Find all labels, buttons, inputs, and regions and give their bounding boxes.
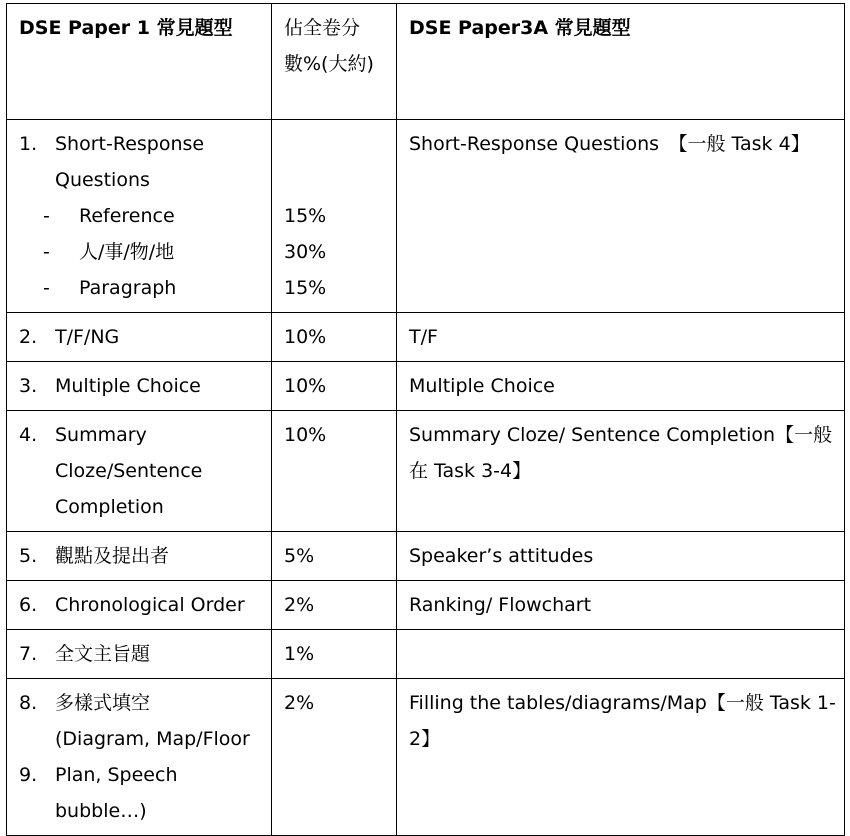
sub-item-label: Reference (79, 205, 175, 227)
sub-item-label: Paragraph (79, 277, 177, 299)
table-row (7, 362, 845, 411)
sub-dash: - (43, 277, 50, 299)
sub-dash: - (43, 241, 50, 263)
question-type-table (6, 3, 845, 836)
item-label-cont: bubble…) (55, 800, 147, 822)
table-row (7, 411, 845, 532)
paper1-cell (7, 630, 272, 679)
percent-value: 15% (284, 277, 327, 299)
paper3-cell: Filling the tables/diagrams/Map【一般 Task 1-2】 (397, 679, 845, 836)
paper3-cell: Ranking/ Flowchart (397, 581, 845, 630)
percent-value: 10% (272, 362, 397, 411)
table-row (7, 532, 845, 581)
paper1-cell (7, 411, 272, 532)
item-label: 全文主旨題 (55, 643, 151, 665)
item-number: 6. (19, 594, 38, 616)
header-score-percent: 佔全卷分數%(大約) (272, 4, 397, 120)
item-label-cont: Questions (55, 169, 150, 191)
item-label: 觀點及提出者 (55, 545, 170, 567)
item-number: 2. (19, 326, 38, 348)
table-row (7, 679, 845, 836)
percent-value: 10% (272, 313, 397, 362)
item-number: 7. (19, 643, 38, 665)
paper1-cell (7, 532, 272, 581)
item-label: 多樣式填空 (55, 692, 151, 714)
item-number: 1. (19, 133, 38, 155)
header-row (7, 4, 845, 120)
item-number: 8. (19, 692, 38, 714)
item-label: Chronological Order (55, 594, 245, 616)
table-row (7, 630, 845, 679)
item-number: 9. (19, 764, 38, 786)
item-label: T/F/NG (55, 326, 120, 348)
item-number: 5. (19, 545, 38, 567)
paper1-cell (7, 362, 272, 411)
paper3-cell: Speaker’s attitudes (397, 532, 845, 581)
percent-value: 2% (272, 581, 397, 630)
percent-cell (272, 120, 397, 313)
paper1-cell (7, 313, 272, 362)
header-paper3a: DSE Paper3A 常見題型 (397, 4, 845, 120)
item-label: Summary (55, 424, 147, 446)
percent-value: 15% (284, 205, 327, 227)
item-number: 4. (19, 424, 38, 446)
item-label: Multiple Choice (55, 375, 201, 397)
percent-value: 10% (272, 411, 397, 532)
sub-item-label: 人/事/物/地 (79, 241, 175, 263)
paper3-cell (397, 630, 845, 679)
paper1-cell (7, 120, 272, 313)
item-number: 3. (19, 375, 38, 397)
paper1-cell (7, 581, 272, 630)
item-label-cont: Plan, Speech (55, 764, 178, 786)
paper1-cell (7, 679, 272, 836)
percent-value: 5% (272, 532, 397, 581)
percent-value: 1% (272, 630, 397, 679)
paper3-cell: Summary Cloze/ Sentence Completion【一般在 Task 3-4】 (397, 411, 845, 532)
paper3-cell: Multiple Choice (397, 362, 845, 411)
percent-value: 2% (272, 679, 397, 836)
table-row (7, 313, 845, 362)
table-row (7, 120, 845, 313)
percent-value: 30% (284, 241, 327, 263)
sub-dash: - (43, 205, 50, 227)
item-label: Short-Response (55, 133, 205, 155)
paper3-cell: Short-Response Questions 【一般 Task 4】 (397, 120, 845, 313)
header-paper1: DSE Paper 1 常見題型 (7, 4, 272, 120)
item-label-cont: Cloze/Sentence (55, 460, 203, 482)
paper3-cell: T/F (397, 313, 845, 362)
item-label-cont: (Diagram, Map/Floor (55, 728, 250, 750)
item-label-cont: Completion (55, 496, 164, 518)
table-row (7, 581, 845, 630)
